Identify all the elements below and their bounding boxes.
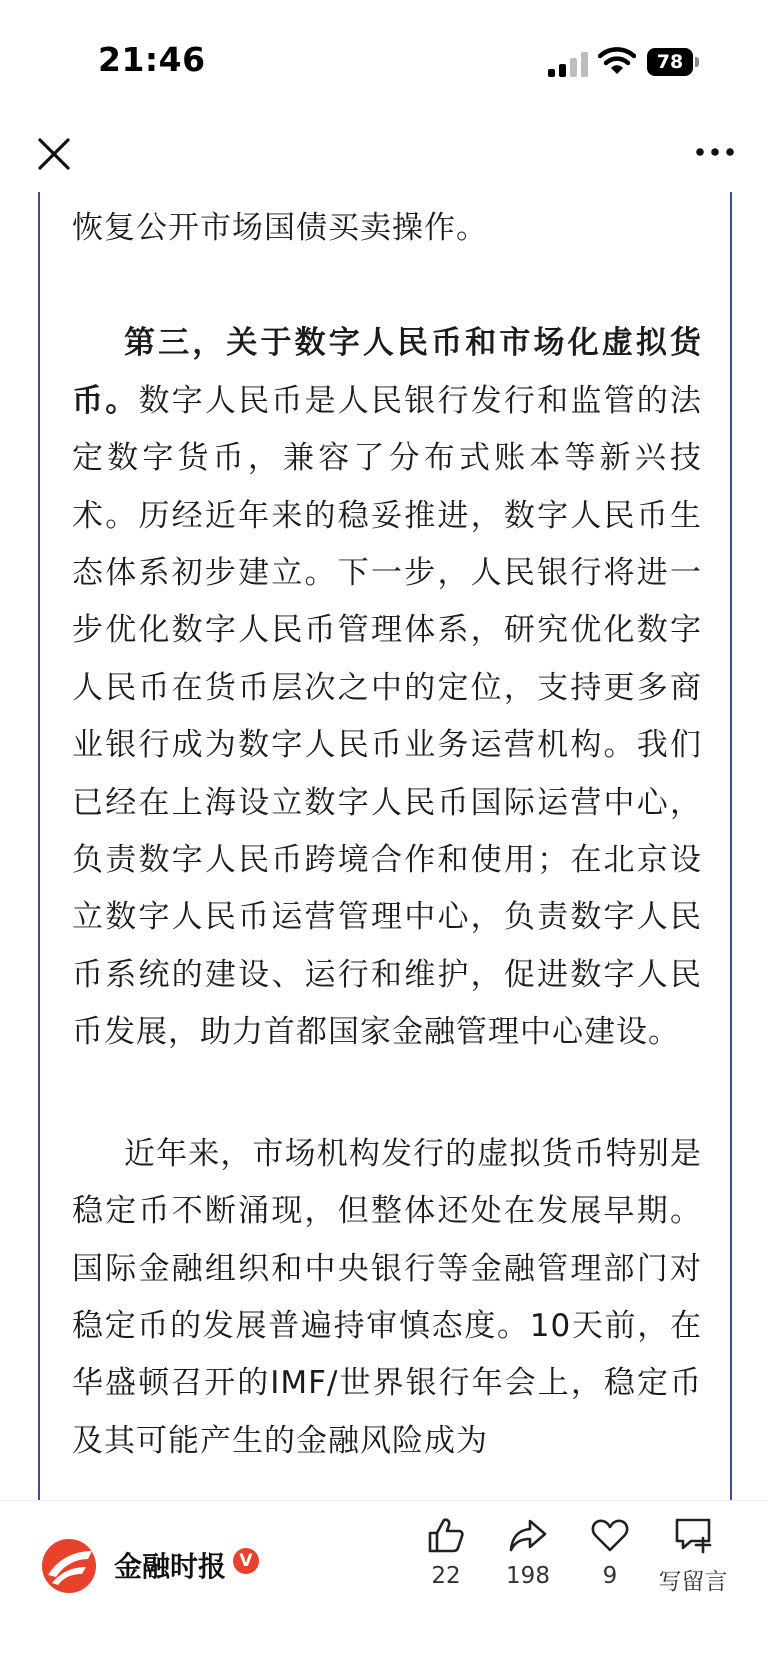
comment-icon bbox=[673, 1515, 713, 1555]
paragraph-body: 数字人民币是人民银行发行和监管的法定数字货币，兼容了分布式账本等新兴技术。历经近年来的稳妥推进，数字人民币生态体系初步建立。下一步，人民银行将进一步优化数字人民币管理体系，研究优化数字人民币在货币层次之中的定位，支持更多商业银行成为数字人民币业务运营机构。我们已经在上海设立数字人民币国际运营中心，负责数字人民币跨境合作和使用；在北京设立数字人民币运营管理中心，负责数字人民币系统的建设、运行和维护，促进数字人民币发展，助力首都国家金融管理中心建设。 bbox=[72, 382, 703, 1051]
source-logo[interactable] bbox=[40, 1537, 98, 1595]
nav-bar bbox=[0, 120, 768, 192]
close-button[interactable] bbox=[30, 130, 80, 180]
write-comment-button[interactable] bbox=[648, 1515, 738, 1625]
favorite-button[interactable] bbox=[565, 1515, 655, 1625]
share-count: 198 bbox=[506, 1563, 550, 1589]
article-body bbox=[72, 192, 702, 1470]
cellular-signal-icon bbox=[548, 52, 590, 78]
article-paragraph-3: 近年来，市场机构发行的虚拟货币特别是稳定币不断涌现，但整体还处在发展早期。国际金融组织和中央银行等金融管理部门对稳定币的发展普遍持审慎态度。10天前，在华盛顿召开的IMF/世界银行年会上，稳定币及其可能产生的金融风险成为 bbox=[72, 1135, 702, 1459]
like-button[interactable] bbox=[401, 1515, 491, 1625]
thumbs-up-icon bbox=[426, 1515, 466, 1555]
share-icon bbox=[508, 1515, 548, 1555]
source-name[interactable]: 金融时报 bbox=[114, 1550, 227, 1583]
battery-nub bbox=[695, 57, 699, 67]
status-time: 21:46 bbox=[98, 40, 206, 79]
heart-icon bbox=[590, 1515, 630, 1555]
bottom-action-bar bbox=[0, 1500, 768, 1671]
more-options-button[interactable] bbox=[688, 130, 744, 180]
battery-level: 78 bbox=[647, 48, 693, 76]
more-horizontal-icon bbox=[688, 130, 744, 180]
share-button[interactable] bbox=[483, 1515, 573, 1625]
wifi-icon bbox=[598, 46, 636, 76]
article-paragraph-1: 恢复公开市场国债买卖操作。 bbox=[72, 210, 488, 246]
like-count: 22 bbox=[431, 1563, 461, 1589]
status-bar bbox=[0, 0, 768, 120]
favorite-count: 9 bbox=[602, 1563, 618, 1589]
article-frame bbox=[38, 192, 732, 1500]
battery-icon bbox=[647, 48, 701, 76]
paragraph-heading: 第三，关于数字人民币和市场化虚拟货币。 bbox=[72, 325, 702, 419]
article-paragraph-2 bbox=[72, 315, 702, 1061]
close-icon bbox=[30, 130, 80, 180]
verified-badge: V bbox=[233, 1548, 259, 1574]
write-comment-label: 写留言 bbox=[658, 1569, 728, 1595]
